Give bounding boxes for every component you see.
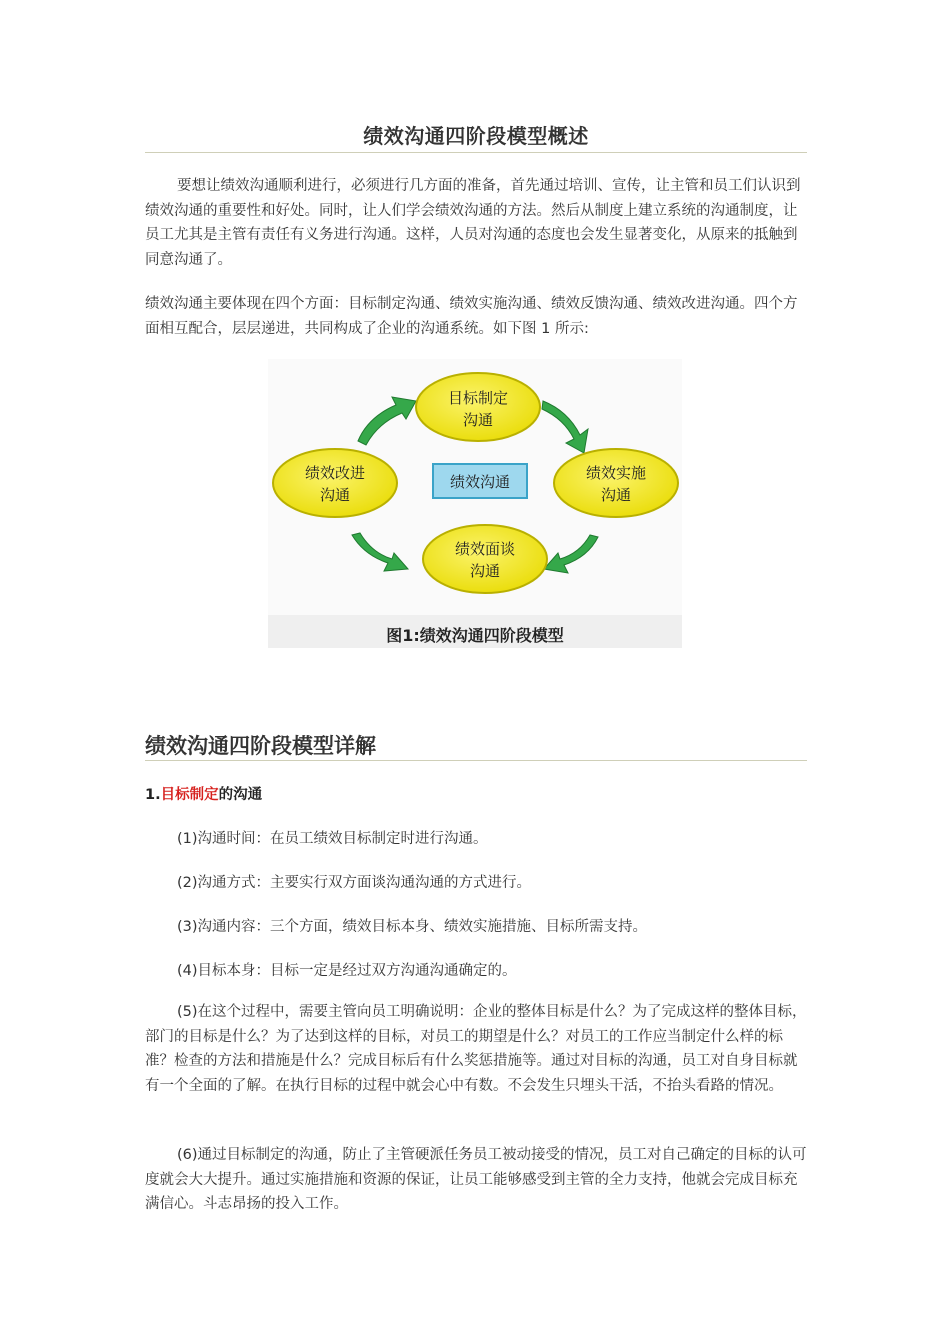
arrow-top-right-icon: [542, 401, 588, 453]
list-item-1: (1)沟通时间：在员工绩效目标制定时进行沟通。: [177, 831, 488, 847]
aspects-paragraph: 绩效沟通主要体现在四个方面：目标制定沟通、绩效实施沟通、绩效反馈沟通、绩效改进沟通。四个方面相互配合，层层递进，共同构成了企业的沟通系统。如下图 1 所示:: [145, 296, 798, 337]
detail-title-divider: [145, 760, 807, 761]
node-right-line1: 绩效实施: [585, 464, 647, 482]
node-right-line2: 沟通: [600, 486, 632, 504]
subsection-number: 1.: [145, 787, 161, 803]
node-left-line2: 沟通: [319, 486, 351, 504]
node-top-line2: 沟通: [462, 411, 494, 429]
list-item-5: (5)在这个过程中，需要主管向员工明确说明：企业的整体目标是什么？为了完成这样的整体目标，部门的目标是什么？为了达到这样的目标，对员工的期望是什么？对员工的工作应当制定什么样的标准？检查的方法和措施是什么？完成目标后有什么奖惩措施等。通过对目标的沟通，员工对自身目标就有一个全面的了解。在执行目标的过程中就会心中有数。不会发生只埋头干活，不抬头看路的情况。: [145, 1004, 807, 1094]
list-item-4: (4)目标本身：目标一定是经过双方沟通沟通确定的。: [177, 963, 517, 979]
subsection-heading: [145, 783, 262, 804]
cycle-diagram: [268, 359, 682, 615]
node-left-line1: 绩效改进: [304, 464, 366, 482]
node-top-ellipse: [416, 373, 540, 441]
subsection-highlight-link[interactable]: 目标制定: [160, 787, 219, 803]
title-divider: [145, 152, 807, 153]
center-label: 绩效沟通: [449, 473, 511, 491]
arrow-top-left-icon: [358, 397, 416, 445]
node-bottom-line2: 沟通: [469, 562, 501, 580]
node-bottom-line1: 绩效面谈: [454, 540, 516, 558]
arrow-bottom-right-icon: [544, 535, 598, 573]
node-top-line1: 目标制定: [447, 389, 509, 407]
section-title-overview: 绩效沟通四阶段模型概述: [363, 124, 589, 148]
arrow-bottom-left-icon: [352, 533, 408, 571]
node-right-ellipse: [554, 449, 678, 517]
node-bottom-ellipse: [423, 525, 547, 593]
node-left-ellipse: [273, 449, 397, 517]
list-item-3: (3)沟通内容：三个方面，绩效目标本身、绩效实施措施、目标所需支持。: [177, 919, 648, 935]
intro-paragraph: 要想让绩效沟通顺利进行，必须进行几方面的准备，首先通过培训、宣传，让主管和员工们认识到绩效沟通的重要性和好处。同时，让人们学会绩效沟通的方法。然后从制度上建立系统的沟通制度，让员工尤其是主管有责任有义务进行沟通。这样，人员对沟通的态度也会发生显著变化，从原来的抵触到同意沟通了。: [145, 178, 801, 268]
subsection-suffix: 的沟通: [218, 787, 263, 803]
four-stage-model-figure: [268, 359, 682, 648]
figure-caption: 图1:绩效沟通四阶段模型: [386, 626, 564, 645]
list-item-2: (2)沟通方式：主要实行双方面谈沟通沟通的方式进行。: [177, 875, 532, 891]
list-item-6: (6)通过目标制定的沟通，防止了主管硬派任务员工被动接受的情况，员工对自己确定的目标的认可度就会大大提升。通过实施措施和资源的保证，让员工能够感受到主管的全力支持，他就会完成目标充满信心。斗志昂扬的投入工作。: [145, 1147, 807, 1212]
section-title-detail: 绩效沟通四阶段模型详解: [145, 734, 376, 758]
